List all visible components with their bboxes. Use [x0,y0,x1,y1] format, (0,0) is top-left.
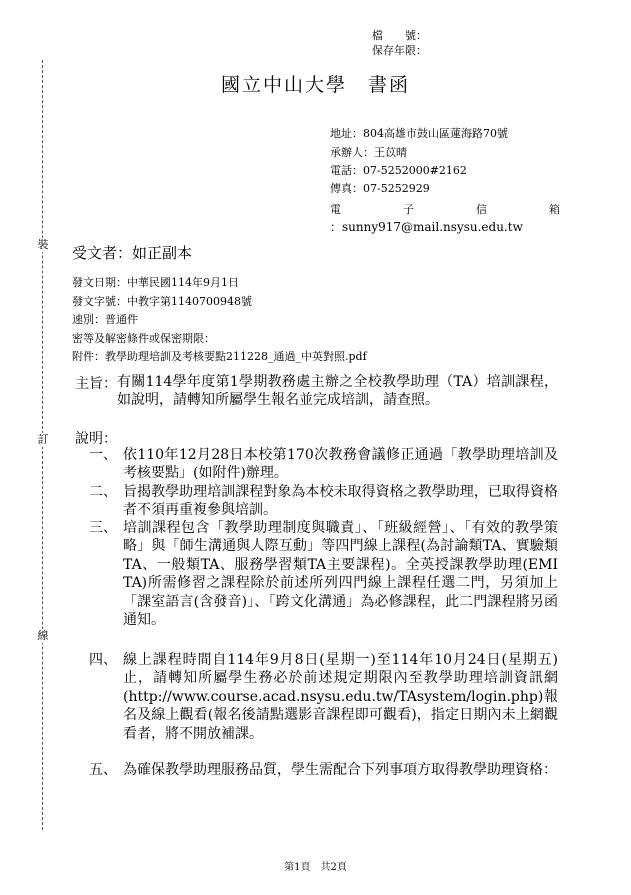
item-text: 為確保教學助理服務品質，學生需配合下列事項方取得教學助理資格： [123,762,557,778]
email-label-char: 箱 [549,203,560,216]
sender-phone: 電話：07-5252000#2162 [330,164,467,177]
email-label-char: 子 [403,203,414,216]
item-number: 三、 [89,520,117,536]
binding-mark-ding: 訂 [37,433,49,446]
item-number: 五、 [89,762,117,778]
email-label [330,201,560,217]
binding-mark-zhuang: 裝 [37,238,49,251]
item-text: 依110年12月28日本校第170次教務會議修正通過「教學助理培訓及考核要點」(如附件)辦理。 [123,447,558,482]
retention-period-label: 保存年限： [372,44,427,57]
email-label-char: 電 [330,203,341,216]
document-title: 國立中山大學 書函 [220,74,410,96]
item-text: 旨揭教學助理培訓課程對象為本校未取得資格之教學助理，已取得資格者不須再重複參與培訓。 [123,484,558,519]
speed-class: 速別：普通件 [72,313,138,326]
item-text: 線上課程時間自114年9月8日(星期一)至114年10月24日(星期五)止，請轉知所屬學生務必於前述規定期限內至教學助理培訓資訊網(http://www.course.acad.nsysu.edu.tw/TAsystem/login.php)報名及線上觀看(報名後請點選影音課程即可觀看)，指定日期內未上網觀看者，將不開放補課。 [123,652,558,742]
recipient: 受文者：如正副本 [72,244,193,262]
issue-date: 發文日期：中華民國114年9月1日 [72,276,239,289]
item-number: 一、 [89,447,117,463]
document-number: 發文字號：中教字第1140700948號 [72,295,252,308]
file-number-label: 檔 號： [372,29,427,42]
binding-mark-xian: 線 [37,629,49,642]
sender-email: ：sunny917@mail.nsysu.edu.tw [330,220,523,234]
item-number: 四、 [89,652,117,668]
subject-text: 有關114學年度第1學期教務處主辦之全校教學助理（TA）培訓課程，如說明，請轉知所屬學生報名並完成培訓，請查照。 [117,374,558,409]
sender-handler: 承辦人：王苡晴 [330,146,407,159]
email-label-char: 信 [476,203,487,216]
subject-label: 主旨： [75,376,117,392]
sender-address: 地址：804高雄市鼓山區蓮海路70號 [330,127,508,140]
secrecy-level: 密等及解密條件或保密期限： [72,332,215,345]
page-indicator: 第1頁 共2頁 [284,862,347,873]
item-number: 二、 [89,484,117,500]
attachment-link[interactable]: 附件：教學助理培訓及考核要點211228_通過_中英對照.pdf [72,350,367,363]
sender-fax: 傳真：07-5252929 [330,182,430,195]
explanation-label: 說明： [75,431,117,447]
item-text: 培訓課程包含「教學助理制度與職責」、「班級經營」、「有效的教學策略」與「師生溝通與人際互動」等四門線上課程(為討論類TA、實驗類TA、一般類TA、服務學習類TA主要課程)。全英授課教學助理(EMI TA)所需修習之課程除於前述所列四門線上課程任選二門，另須加上「課室語言(含發音)」、「跨文化溝通」為必修課程，此二門課程將另函通知。 [123,520,558,629]
